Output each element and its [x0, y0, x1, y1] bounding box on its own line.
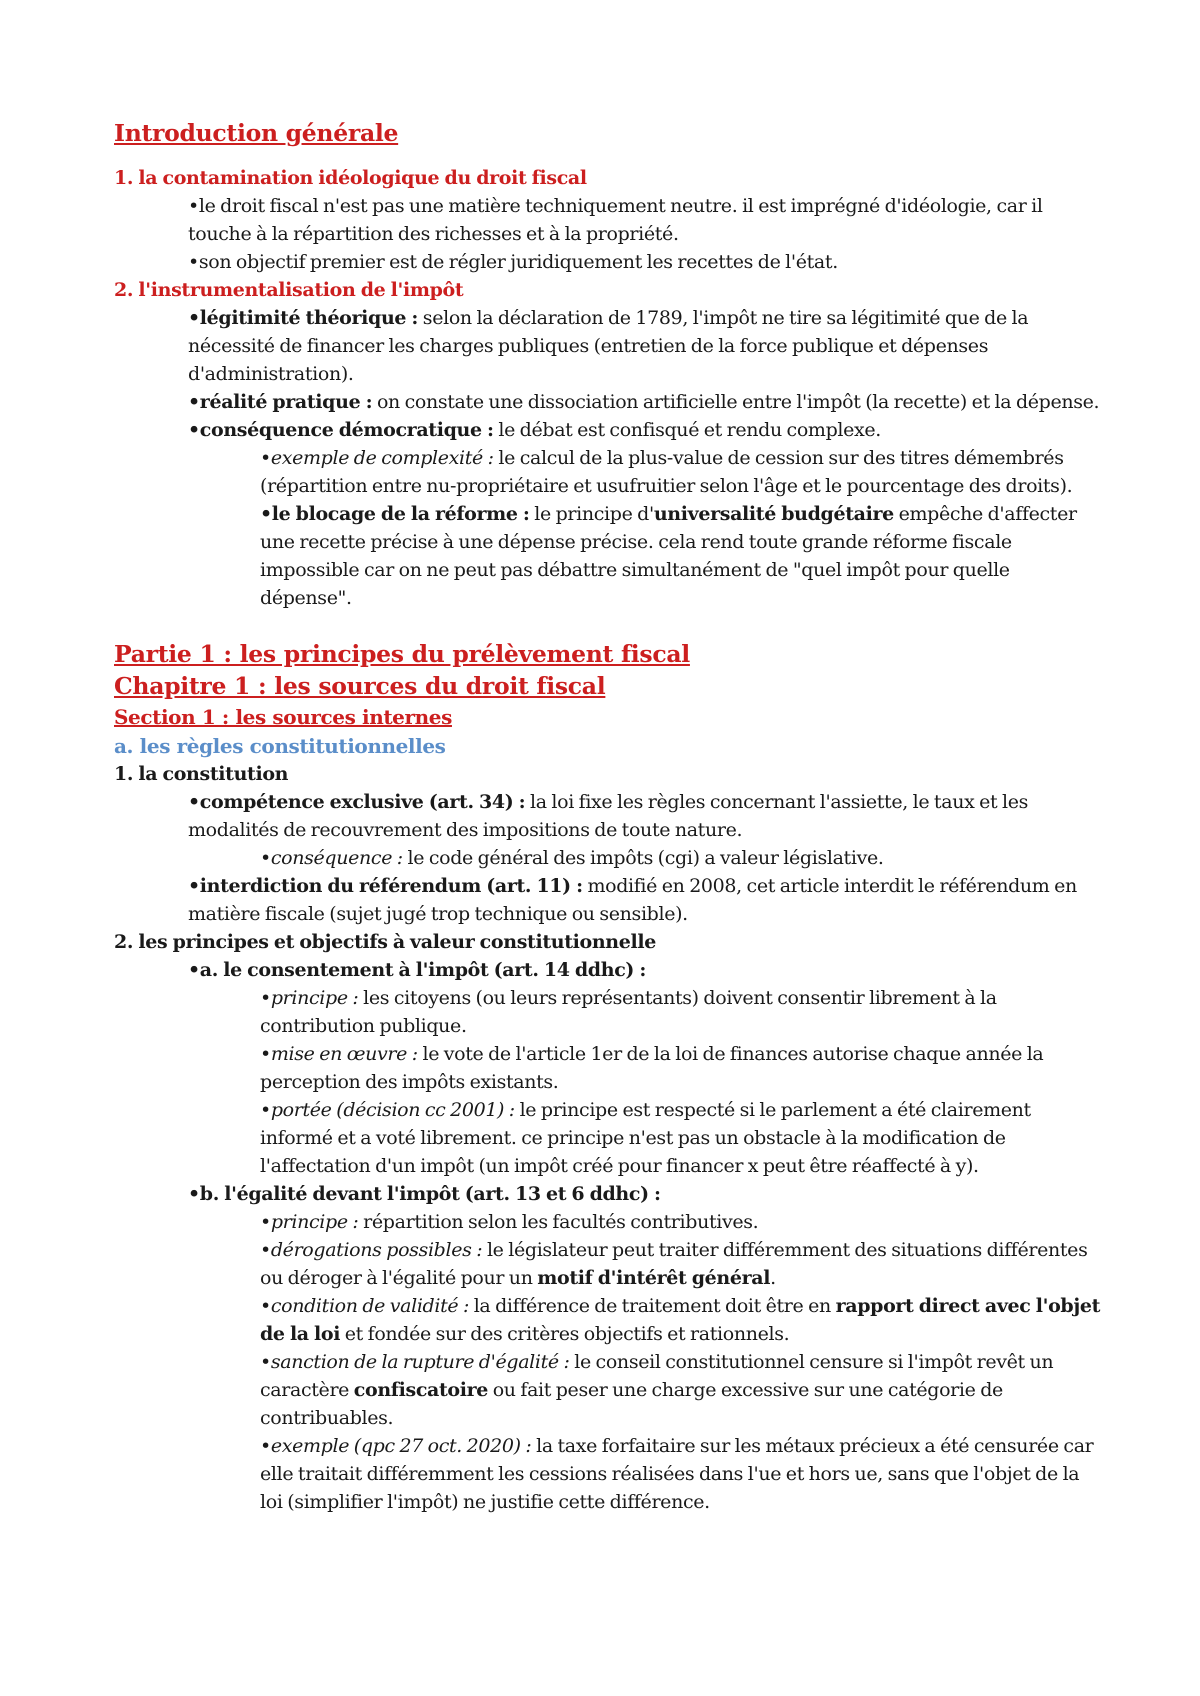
bullet-label: •principe :: [260, 987, 359, 1009]
constitution-bullet-1: [114, 788, 1100, 844]
bullet-label: •dérogations possibles :: [260, 1239, 483, 1261]
part-title: Partie 1 : les principes du prélèvement fiscal: [114, 640, 690, 668]
subsection-title: a. les règles constitutionnelles: [114, 734, 446, 758]
intro-heading-2: 2. l'instrumentalisation de l'impôt: [114, 279, 464, 301]
section-title: Section 1 : les sources internes: [114, 705, 452, 729]
intro-2-bullet-3b: [114, 500, 1100, 612]
bullet-label: •le blocage de la réforme :: [260, 503, 530, 525]
equality-heading: •b. l'égalité devant l'impôt (art. 13 et 6 ddhc) :: [188, 1183, 661, 1205]
bullet-label: •principe :: [260, 1211, 359, 1233]
bullet-label: •mise en œuvre :: [260, 1043, 418, 1065]
principles-heading: 2. les principes et objectifs à valeur constitutionnelle: [114, 931, 656, 953]
bullet-emphasis: universalité budgétaire: [653, 503, 894, 525]
bullet-text: le principe d': [529, 503, 654, 525]
bullet-label: •réalité pratique :: [188, 391, 373, 413]
bullet-text: le débat est confisqué et rendu complexe.: [493, 419, 881, 441]
bullet-emphasis: rapport direct avec l'objet de la loi: [260, 1295, 1101, 1345]
bullet-label: •conséquence :: [260, 847, 403, 869]
equality-bullet-4: [114, 1348, 1100, 1432]
bullet-text: le vote de l'article 1er de la loi de finances autorise chaque année la perception des impôts existants.: [260, 1043, 1044, 1093]
constitution-bullet-2: [114, 872, 1100, 928]
bullet-emphasis: motif d'intérêt général: [537, 1267, 771, 1289]
bullet-text: modifié en 2008, cet article interdit le référendum en matière fiscale (sujet jugé trop technique ou sensible).: [188, 875, 1077, 925]
bullet-text: le calcul de la plus-value de cession sur des titres démembrés (répartition entre nu-propriétaire et usufruitier selon l'âge et le pourcentage des droits).: [260, 447, 1073, 497]
equality-bullet-5: [114, 1432, 1100, 1516]
bullet-label: •condition de validité :: [260, 1295, 470, 1317]
bullet-text: la différence de traitement doit être en: [469, 1295, 836, 1317]
equality-bullet-3: [114, 1292, 1100, 1348]
equality-bullet-2: [114, 1236, 1100, 1292]
constitution-heading: 1. la constitution: [114, 763, 289, 785]
bullet-text: ou fait peser une charge excessive sur une catégorie de contribuables.: [260, 1379, 1003, 1429]
intro-2-bullet-3a: [114, 444, 1100, 500]
bullet-emphasis: confiscatoire: [353, 1379, 489, 1401]
bullet-text: et fondée sur des critères objectifs et rationnels.: [340, 1323, 790, 1345]
bullet-text: le code général des impôts (cgi) a valeur législative.: [402, 847, 884, 869]
bullet-text: les citoyens (ou leurs représentants) doivent consentir librement à la contribution publique.: [260, 987, 997, 1037]
consent-bullet-2: [114, 1040, 1100, 1096]
intro-title: Introduction générale: [114, 119, 399, 147]
spacer: [114, 612, 1100, 638]
bullet-label: •interdiction du référendum (art. 11) :: [188, 875, 583, 897]
bullet-label: •compétence exclusive (art. 34) :: [188, 791, 526, 813]
equality-bullet-1: [114, 1208, 1100, 1236]
bullet-text: le législateur peut traiter différemment des situations différentes ou déroger à l'égalité pour un: [260, 1239, 1088, 1289]
consent-bullet-1: [114, 984, 1100, 1040]
bullet-text: la loi fixe les règles concernant l'assiette, le taux et les modalités de recouvrement des impositions de toute nature.: [188, 791, 1029, 841]
consent-heading: •a. le consentement à l'impôt (art. 14 ddhc) :: [188, 959, 646, 981]
intro-heading-1: 1. la contamination idéologique du droit fiscal: [114, 167, 587, 189]
bullet-text: selon la déclaration de 1789, l'impôt ne tire sa légitimité que de la nécessité de financer les charges publiques (entretien de la force publique et dépenses d'administration).: [188, 307, 1029, 385]
bullet-text: le principe est respecté si le parlement a été clairement informé et a voté librement. ce principe n'est pas un obstacle à la modification de l'affectation d'un impôt (un impôt créé pour financer x peut être réaffecté à y).: [260, 1099, 1031, 1177]
intro-1-bullet-1: •le droit fiscal n'est pas une matière techniquement neutre. il est imprégné d'idéologie, car il touche à la répartition des richesses et à la propriété.: [188, 195, 1043, 245]
consent-bullet-3: [114, 1096, 1100, 1180]
bullet-label: •exemple (qpc 27 oct. 2020) :: [260, 1435, 532, 1457]
intro-2-bullet-2: [114, 388, 1100, 416]
intro-2-bullet-3: [114, 416, 1100, 444]
bullet-text: la taxe forfaitaire sur les métaux précieux a été censurée car elle traitait différemment les cessions réalisées dans l'ue et hors ue, sans que l'objet de la loi (simplifier l'impôt) ne justifie cette différence.: [260, 1435, 1094, 1513]
bullet-text: empêche d'affecter une recette précise à une dépense précise. cela rend toute grande réforme fiscale impossible car on ne peut pas débattre simultanément de "quel impôt pour quelle dépense".: [260, 503, 1077, 609]
intro-1-bullet-2: •son objectif premier est de régler juridiquement les recettes de l'état.: [188, 251, 838, 273]
bullet-label: •sanction de la rupture d'égalité :: [260, 1351, 570, 1373]
bullet-label: •exemple de complexité :: [260, 447, 494, 469]
bullet-text: .: [770, 1267, 776, 1289]
bullet-label: •conséquence démocratique :: [188, 419, 494, 441]
intro-2-bullet-1: [114, 304, 1100, 388]
chapter-title: Chapitre 1 : les sources du droit fiscal: [114, 672, 606, 700]
bullet-label: •légitimité théorique :: [188, 307, 419, 329]
bullet-label: •portée (décision cc 2001) :: [260, 1099, 515, 1121]
bullet-text: le conseil constitutionnel censure si l'impôt revêt un caractère: [260, 1351, 1054, 1401]
bullet-text: on constate une dissociation artificielle entre l'impôt (la recette) et la dépense.: [372, 391, 1100, 413]
bullet-text: répartition selon les facultés contributives.: [358, 1211, 759, 1233]
constitution-bullet-1a: [114, 844, 1100, 872]
